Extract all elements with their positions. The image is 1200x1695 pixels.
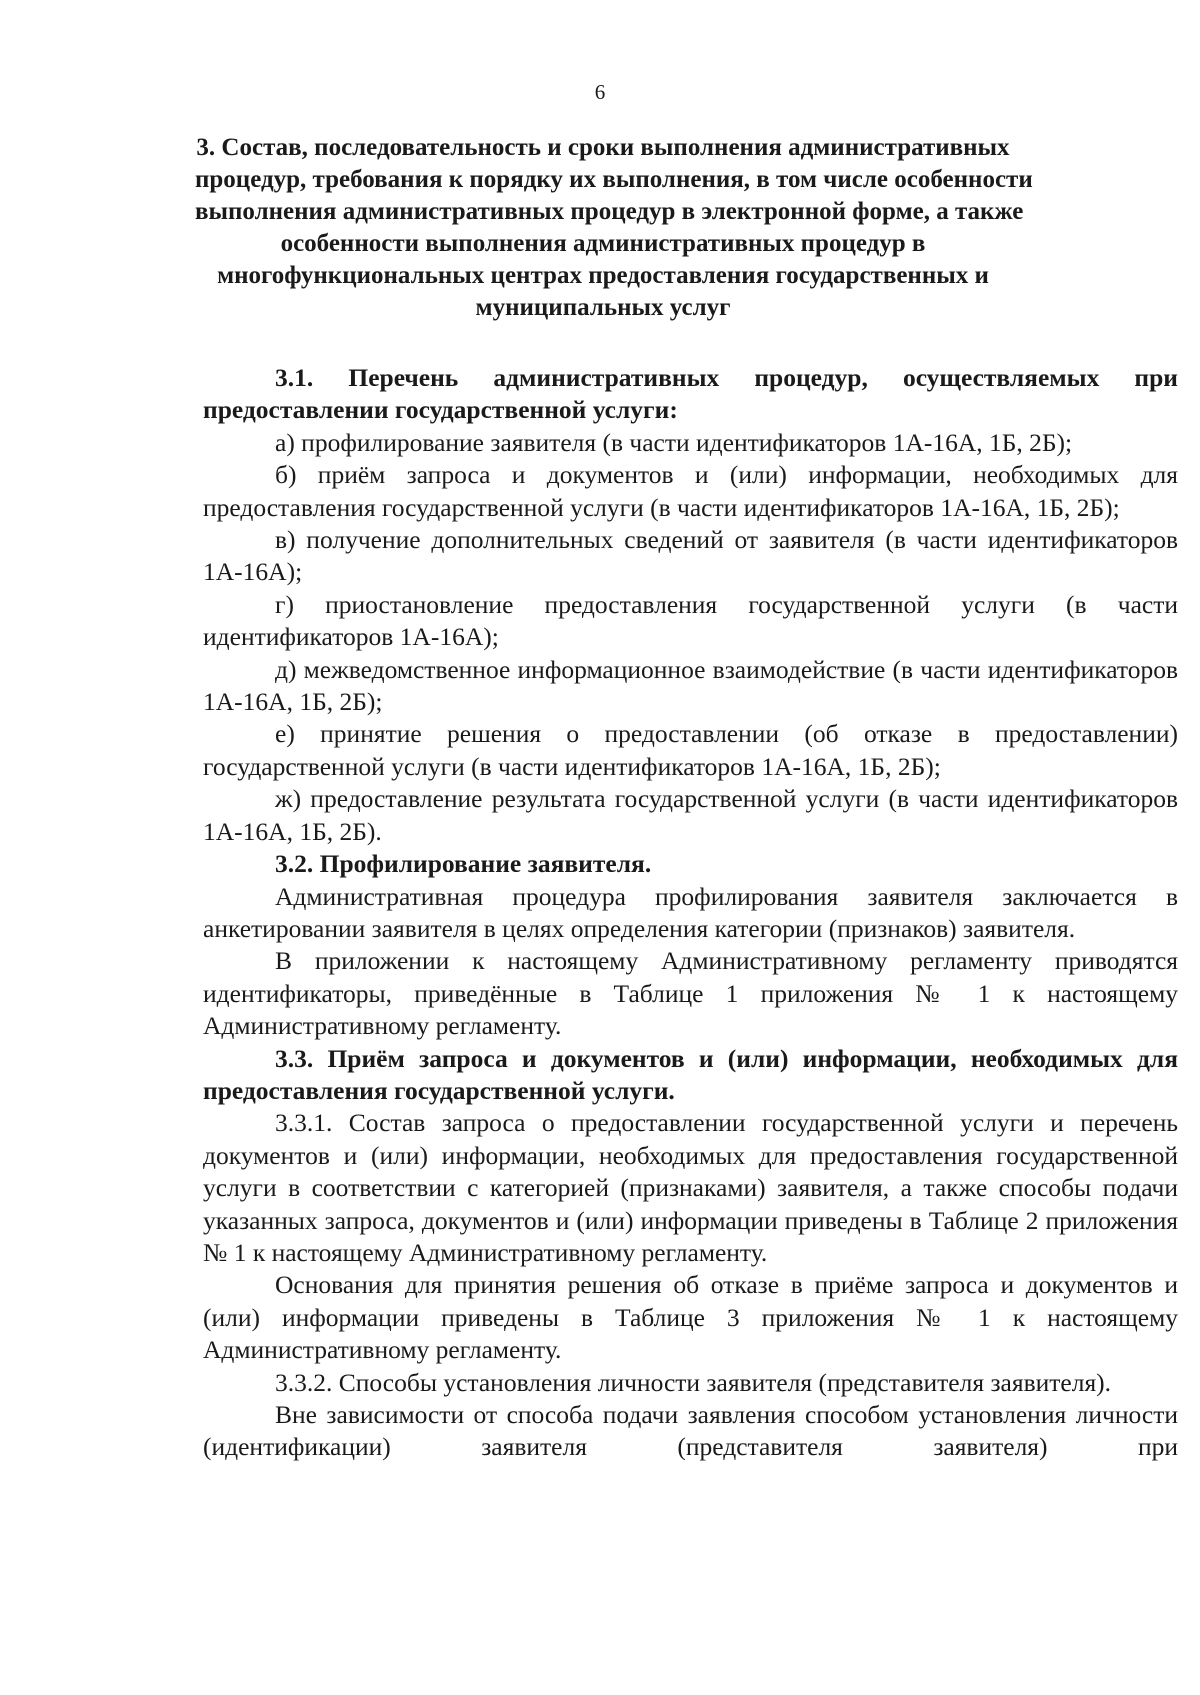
body-paragraph: В приложении к настоящему Административному регламенту приводятся идентификаторы, приведённые в Таблице 1 приложения № 1 к настоящему Административному регламенту.: [203, 946, 1178, 1041]
body-paragraph: Основания для принятия решения об отказе в приёме запроса и документов и (или) информации приведены в Таблице 3 приложения № 1 к настоящему Административному регламенту.: [203, 1270, 1178, 1365]
section-title: [195, 132, 1033, 324]
section-title-line: особенности выполнения административных процедур в: [280, 230, 926, 257]
subsection-heading-3-3: 3.3. Приём запроса и документов и (или) информации, необходимых для предоставления государственной услуги.: [203, 1043, 1178, 1105]
section-title-line: выполнения административных процедур в электронной форме, а также: [195, 198, 1024, 225]
list-item-v: в) получение дополнительных сведений от заявителя (в части идентификаторов 1А-16А);: [203, 525, 1178, 587]
section-title-line: многофункциональных центрах предоставления государственных и: [217, 262, 989, 289]
subsection-heading-3-1: 3.1. Перечень административных процедур, осуществляемых при предоставлении государственной услуги:: [203, 363, 1178, 425]
section-title-line: процедур, требования к порядку их выполнения, в том числе особенности: [195, 166, 1033, 193]
list-item-g: г) приостановление предоставления государственной услуги (в части идентификаторов 1А-16А);: [203, 589, 1178, 652]
list-item-a: а) профилирование заявителя (в части идентификаторов 1А-16А, 1Б, 2Б);: [275, 427, 1073, 457]
list-item-zh: ж) предоставление результата государственной услуги (в части идентификаторов 1А-16А, 1Б, 2Б).: [203, 784, 1178, 846]
section-title-line: муниципальных услуг: [475, 294, 731, 321]
list-item-b: б) приём запроса и документов и (или) информации, необходимых для предоставления государственной услуги (в части идентификаторов 1А-16А, 1Б, 2Б);: [203, 460, 1178, 522]
list-item-e: е) принятие решения о предоставлении (об отказе в предоставлении) государственной услуги (в части идентификаторов 1А-16А, 1Б, 2Б);: [203, 719, 1178, 781]
body-paragraph-continued: Вне зависимости от способа подачи заявления способом установления личности (идентификации) заявителя (представителя заявителя) при: [203, 1400, 1178, 1462]
list-item-d: д) межведомственное информационное взаимодействие (в части идентификаторов 1А-16А, 1Б, 2Б);: [203, 654, 1178, 717]
body-paragraph: 3.3.2. Способы установления личности заявителя (представителя заявителя).: [275, 1367, 1112, 1397]
body-paragraph: 3.3.1. Состав запроса о предоставлении государственной услуги и перечень документов и (или) информации, необходимых для предоставления государственной услуги в соответствии с категорией (признаками) заявителя, а также способы подачи указанных запроса, документов и (или) информации приведены в Таблице 2 приложения № 1 к настоящему Административному регламенту.: [203, 1108, 1178, 1267]
subsection-heading-3-2: 3.2. Профилирование заявителя.: [275, 849, 652, 879]
section-title-line: 3. Состав, последовательность и сроки выполнения административных: [196, 134, 1010, 161]
page-number: 6: [594, 80, 606, 104]
document-body: [203, 362, 1178, 1464]
body-paragraph: Административная процедура профилирования заявителя заключается в анкетировании заявителя в целях определения категории (признаков) заявителя.: [203, 881, 1178, 943]
